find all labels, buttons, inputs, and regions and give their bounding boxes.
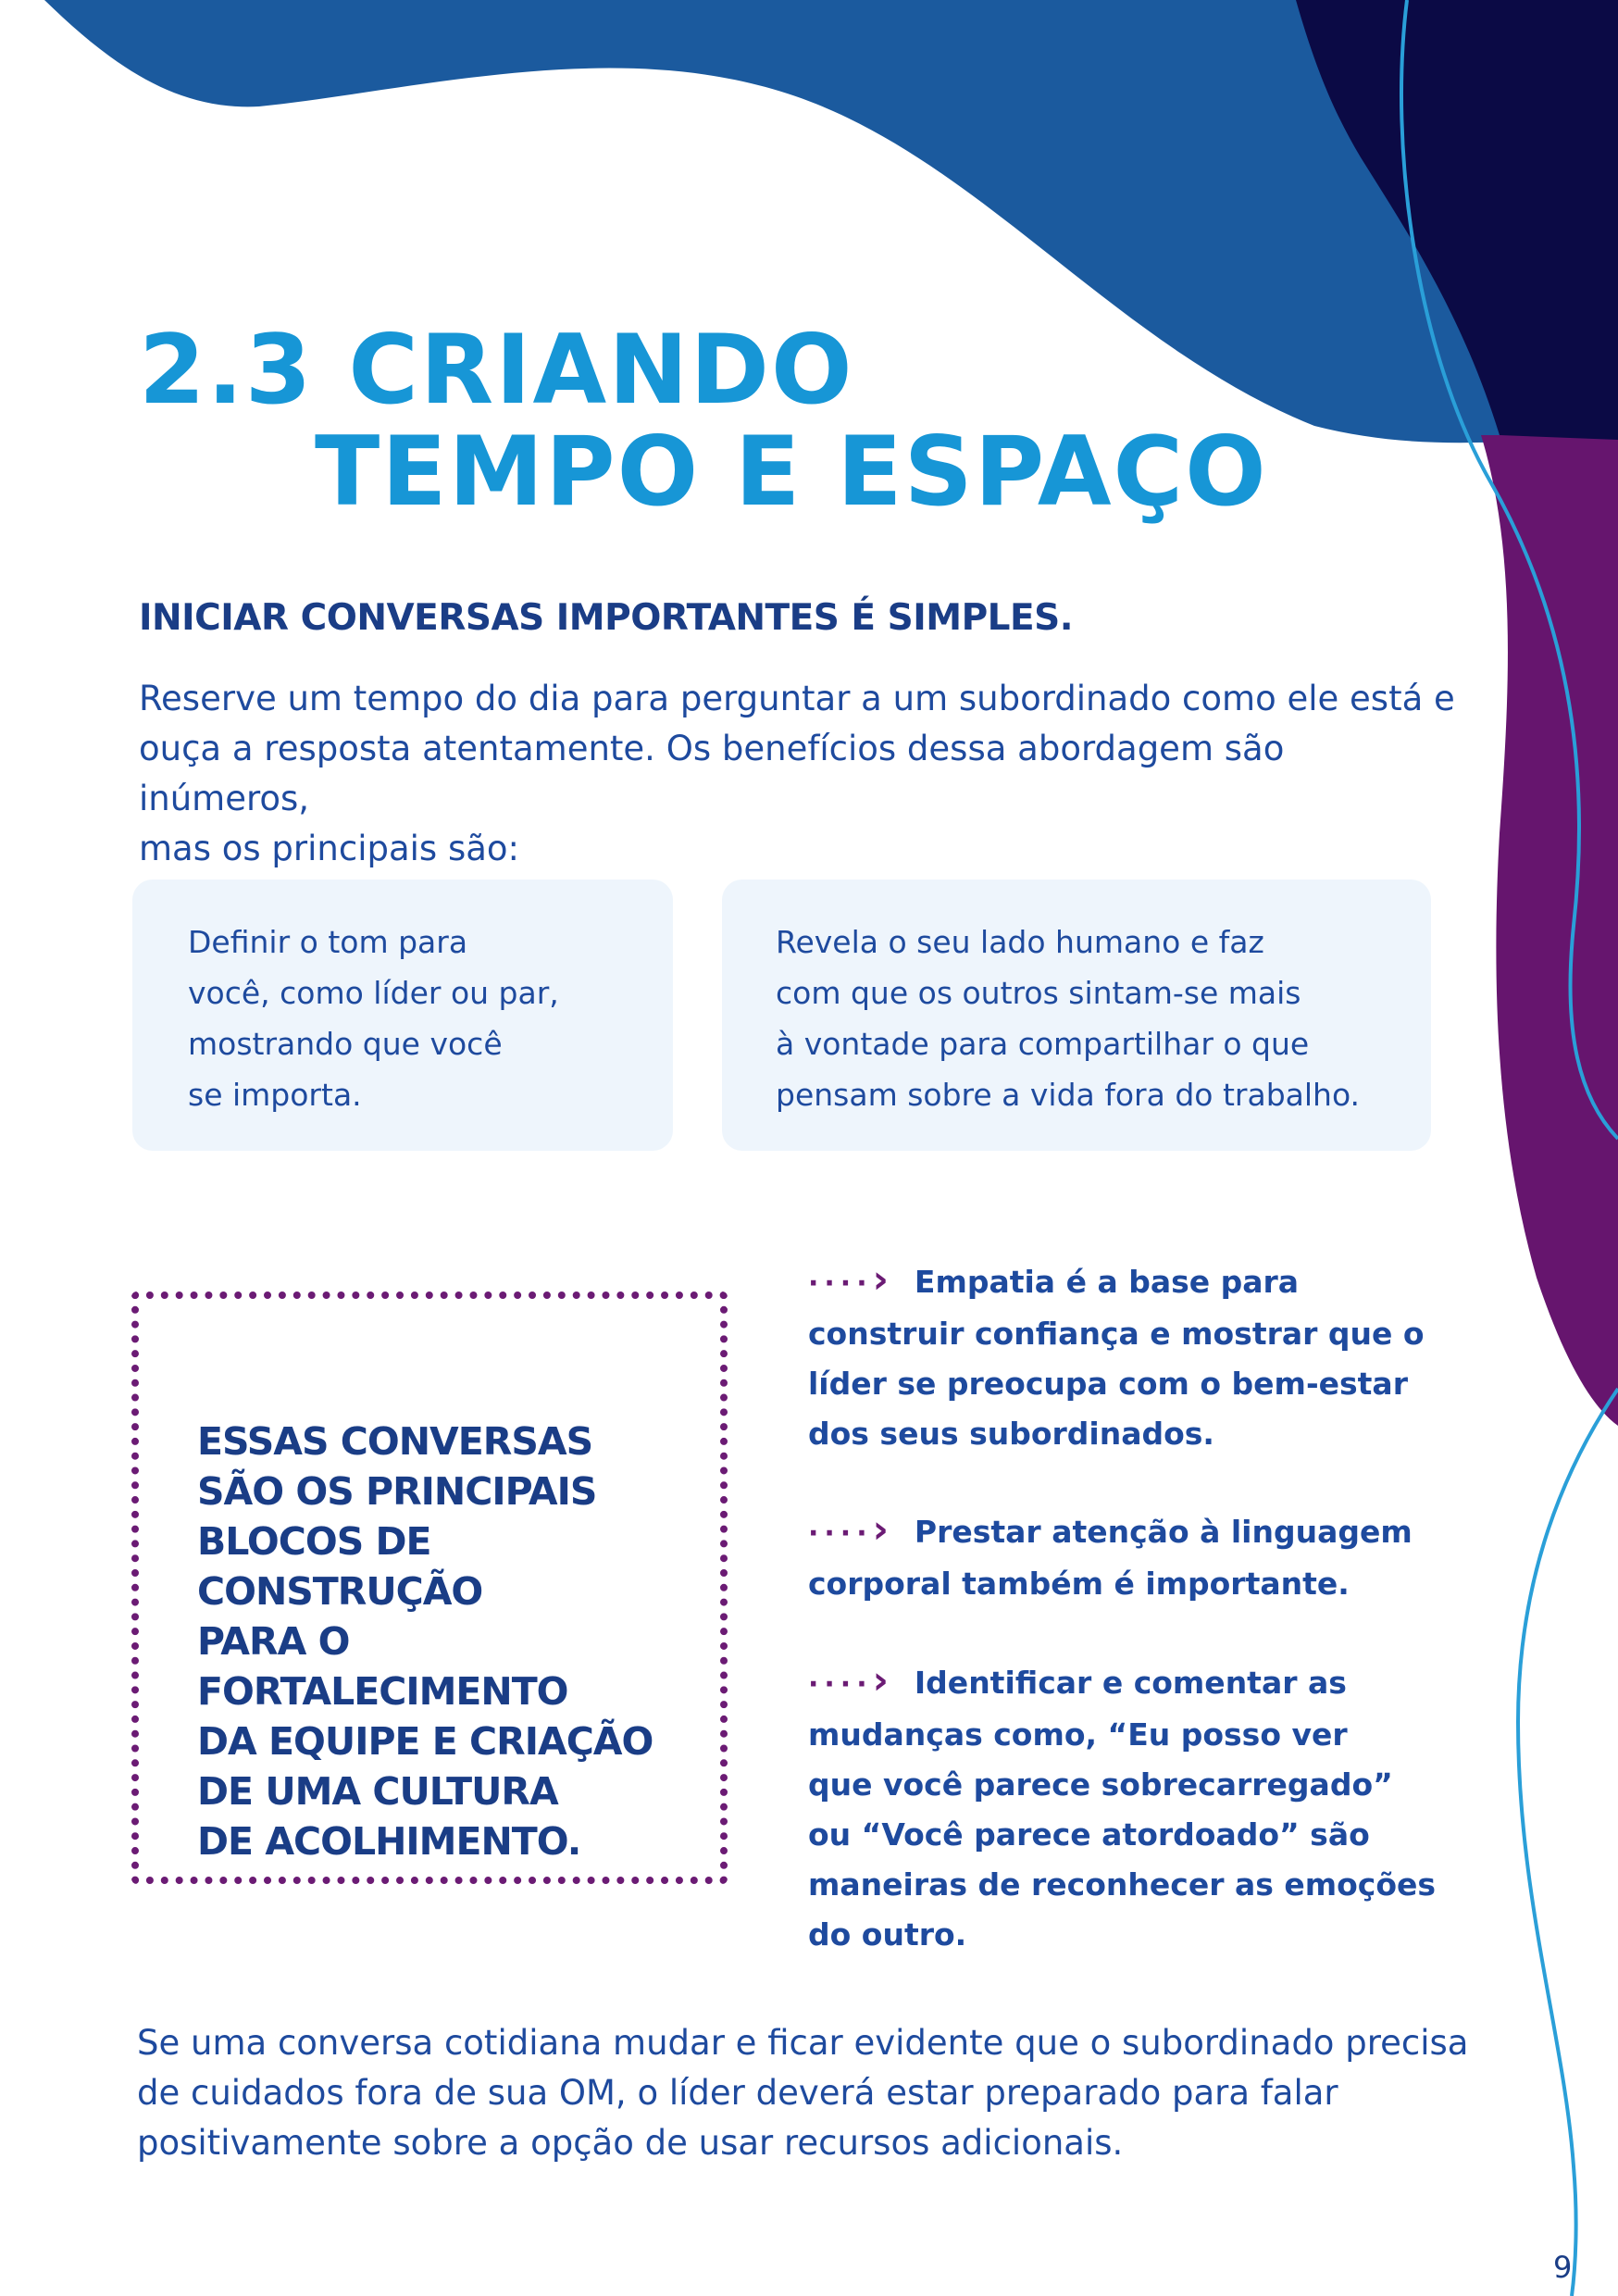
quote-line: BLOCOS DE CONSTRUÇÃO (197, 1519, 483, 1614)
point-item-1 (808, 1254, 1456, 1459)
benefit-box-1 (132, 880, 673, 1151)
point-line: mudanças como, “Eu posso ver (808, 1716, 1348, 1753)
quote-text (197, 1416, 697, 1866)
point-first-line: Identificar e comentar as (914, 1665, 1347, 1701)
closing-line: de cuidados fora de sua OM, o líder deverá estar preparado para falar (137, 2073, 1338, 2113)
point-line: do outro. (808, 1916, 967, 1953)
quote-line: ESSAS CONVERSAS (197, 1419, 593, 1464)
point-line: que você parece sobrecarregado” (808, 1766, 1393, 1803)
closing-paragraph (137, 2018, 1470, 2168)
dotted-arrow-icon: ···· (808, 1517, 873, 1550)
point-item-2 (808, 1504, 1456, 1609)
chevron-right-icon: › (872, 1657, 889, 1703)
title-line-1: 2.3 CRIANDO (139, 315, 854, 426)
point-line: ou “Você parece atordoado” são (808, 1816, 1370, 1853)
closing-line: positivamente sobre a opção de usar recursos adicionais. (137, 2123, 1124, 2163)
intro-line: ouça a resposta atentamente. Os benefícios dessa abordagem são inúmeros, (139, 729, 1285, 818)
quote-line: DE UMA CULTURA (197, 1769, 558, 1814)
intro-paragraph (139, 674, 1462, 874)
benefit-line: mostrando que você (188, 1026, 503, 1062)
intro-line: Reserve um tempo do dia para perguntar a um subordinado como ele está e (139, 679, 1455, 718)
benefit-line: pensam sobre a vida fora do trabalho. (776, 1077, 1361, 1113)
quote-line: SÃO OS PRINCIPAIS (197, 1469, 597, 1514)
chevron-right-icon: › (872, 1506, 889, 1552)
point-line: corporal também é importante. (808, 1566, 1350, 1602)
benefit-box-2 (722, 880, 1431, 1151)
title-line-2: TEMPO E ESPAÇO (315, 417, 1268, 528)
thin-curve-line-lower (1518, 1389, 1618, 2296)
dotted-arrow-icon: ···· (808, 1267, 873, 1300)
page-title (139, 315, 1268, 528)
quote-line: DE ACOLHIMENTO. (197, 1819, 581, 1864)
wave-purple (1481, 435, 1618, 1426)
closing-line: Se uma conversa cotidiana mudar e ficar evidente que o subordinado precisa (137, 2023, 1469, 2063)
point-line: dos seus subordinados. (808, 1416, 1214, 1452)
benefit-line: se importa. (188, 1077, 362, 1113)
dotted-arrow-icon: ···· (808, 1668, 873, 1701)
point-line: construir confiança e mostrar que o (808, 1316, 1425, 1352)
benefit-line: Definir o tom para (188, 924, 468, 960)
point-line: maneiras de reconhecer as emoções (808, 1866, 1437, 1903)
quote-line: DA EQUIPE E CRIAÇÃO (197, 1719, 653, 1764)
benefit-line: com que os outros sintam-se mais (776, 975, 1301, 1011)
point-first-line: Prestar atenção à linguagem (914, 1514, 1413, 1550)
intro-line: mas os principais são: (139, 829, 520, 868)
chevron-right-icon: › (872, 1256, 889, 1302)
page-number: 9 (1553, 2250, 1573, 2285)
quote-line: PARA O FORTALECIMENTO (197, 1619, 568, 1714)
benefit-line: Revela o seu lado humano e faz (776, 924, 1264, 960)
benefit-line: você, como líder ou par, (188, 975, 559, 1011)
point-line: líder se preocupa com o bem-estar (808, 1366, 1408, 1402)
section-subtitle: INICIAR CONVERSAS IMPORTANTES É SIMPLES. (139, 597, 1074, 639)
point-item-3 (808, 1655, 1456, 1960)
benefit-line: à vontade para compartilhar o que (776, 1026, 1310, 1062)
point-first-line: Empatia é a base para (914, 1264, 1300, 1300)
